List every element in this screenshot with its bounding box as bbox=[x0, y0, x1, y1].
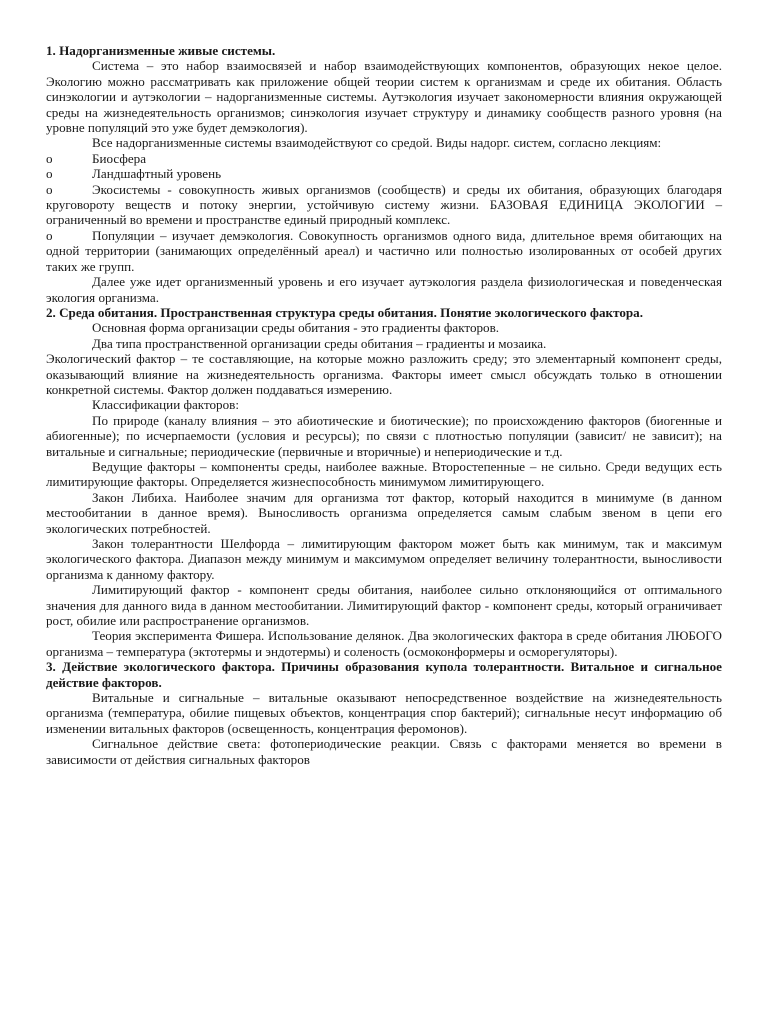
section-2-paragraph: Лимитирующий фактор - компонент среды обитания, наиболее сильно отклоняющийся от оптимального значения для данного вида в данном местообитании. Лимитирующий фактор - компонент среды, который ограничивает рост, обилие или распространение организмов. bbox=[46, 582, 722, 629]
section-2-paragraph: Закон Либиха. Наиболее значим для организма тот фактор, который находится в минимуме (в данном местообитании в данное время). Выносливость организма определяется самым слабым звеном в цепи его экологических потребностей. bbox=[46, 489, 722, 536]
section-3-paragraph: Витальные и сигнальные – витальные оказывают непосредственное воздействие на жизнедеятельность организма (температура, обилие пищевых объектов, концентрация спор бактерий); сигнальные несут информацию об изменении витальных факторов (освещенность, концентрация феромонов). bbox=[46, 690, 722, 736]
section-1-heading: 1. Надорганизменные живые системы. bbox=[46, 43, 276, 58]
section-2-paragraph: Ведущие факторы – компоненты среды, наиболее важные. Второстепенные – не сильно. Среди ведущих есть лимитирующие факторы. Определяется жизнеспособность минимумом лимитирующего. bbox=[46, 458, 722, 490]
section-2-paragraph: Основная форма организации среды обитания - это градиенты факторов. bbox=[92, 320, 500, 336]
section-2-paragraph: Теория эксперимента Фишера. Использование делянок. Два экологических фактора в среде обитания ЛЮБОГО организма – температура (эктотермы и эндотермы) и соленость (осмоконформеры и осморегуляторы). bbox=[46, 628, 722, 659]
list-item bbox=[46, 166, 722, 181]
section-2-paragraph: По природе (каналу влияния – это абиотические и биотические); по происхождению факторов (биогенные и абиогенные); по исчерпаемости (условия и ресурсы); по связи с плотностью популяции (зависит/ не зависит); на витальные и сигнальные; периодические (первичные и вторичные) и непериодические и т.д. bbox=[46, 412, 722, 459]
list-item bbox=[46, 228, 722, 274]
bullet-marker: o bbox=[46, 150, 53, 166]
bullet-marker: o bbox=[46, 227, 53, 243]
list-item-text: Биосфера bbox=[92, 150, 147, 166]
list-item bbox=[46, 182, 722, 228]
list-item bbox=[46, 151, 722, 166]
section-1-paragraph: Все надорганизменные системы взаимодействуют со средой. Виды надорг. систем, согласно лекциям: bbox=[92, 135, 662, 151]
list-item-text: Популяции – изучает демэкология. Совокупность организмов одного вида, длительное время обитающих на одной территории (занимающих определённый ареал) и частично или полностью изолированных от особей других таких же групп. bbox=[46, 227, 722, 274]
section-2-heading: 2. Среда обитания. Пространственная структура среды обитания. Понятие экологического фактора. bbox=[46, 304, 643, 320]
section-1-paragraph: Далее уже идет организменный уровень и его изучает аутэкология раздела физиологическая и поведенческая экология организма. bbox=[46, 274, 722, 305]
section-3-paragraph: Сигнальное действие света: фотопериодические реакции. Связь с факторами меняется во времени в зависимости от действия сигнальных факторов bbox=[46, 736, 722, 767]
bullet-marker: o bbox=[46, 181, 53, 197]
list-item-text: Ландшафтный уровень bbox=[92, 166, 222, 182]
section-2-paragraph: Классификации факторов: bbox=[92, 397, 239, 413]
section-2-paragraph: Экологический фактор – те составляющие, на которые можно разложить среду; это элементарный компонент среды, оказывающий влияние на жизнедеятельность организма. Факторы имеет смысл обсуждать только в отношении конкретной системы. Фактор должен поддаваться измерению. bbox=[46, 351, 722, 397]
list-item-text: Экосистемы - совокупность живых организмов (сообществ) и среды их обитания, образующих благодаря круговороту веществ и потоку энергии, устойчивую систему жизни. БАЗОВАЯ ЕДИНИЦА ЭКОЛОГИИ – ограниченный во времени и пространстве единый природный комплекс. bbox=[46, 181, 722, 228]
section-3-heading: 3. Действие экологического фактора. Причины образования купола толерантности. Витальное и сигнальное действие факторов. bbox=[46, 659, 722, 690]
bullet-marker: o bbox=[46, 166, 53, 182]
section-2-paragraph: Два типа пространственной организации среды обитания – градиенты и мозаика. bbox=[92, 335, 547, 351]
section-2-paragraph: Закон толерантности Шелфорда – лимитирующим фактором может быть как минимум, так и максимум экологического фактора. Диапазон между минимум и максимумом определяет величину толерантности, выносливости организма к данному фактору. bbox=[46, 536, 722, 582]
section-1-paragraph: Система – это набор взаимосвязей и набор взаимодействующих компонентов, образующих некое целое. Экологию можно рассматривать как приложение общей теории систем к организмам и среде их обитания. Область синэкологии и аутэкологии – надорганизменные системы. Аутэкология изучает закономерности влияния окружающей среды на жизнедеятельность организмов; синэкология изучает структуру и динамику сообществ разного уровня (на уровне популяций это уже будет демэкология). bbox=[46, 58, 722, 136]
